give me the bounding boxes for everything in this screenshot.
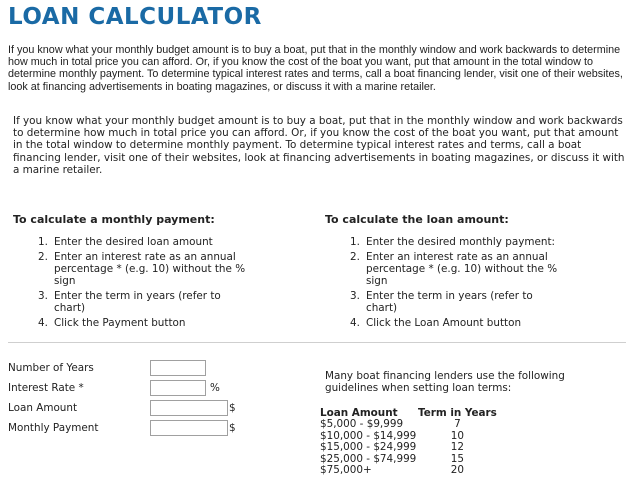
column-header-term: Term in Years	[418, 407, 497, 419]
step-number: 1.	[350, 236, 360, 248]
step-number: 4.	[350, 317, 360, 329]
loan-amount-heading: To calculate the loan amount:	[325, 213, 509, 226]
step-text: Enter the term in years (refer to chart)	[54, 290, 221, 314]
step-text: Enter an interest rate as an annual percentage * (e.g. 10) without the % sign	[54, 251, 246, 287]
step-number: 1.	[38, 236, 48, 248]
step-number: 4.	[38, 317, 48, 329]
section-divider	[8, 342, 626, 343]
step-number: 2.	[350, 251, 360, 263]
step-number: 3.	[38, 290, 48, 302]
amount-cell: $25,000 - $74,999	[320, 452, 417, 465]
table-row	[320, 465, 497, 477]
loan-terms-guide	[320, 370, 620, 477]
instruction-step	[13, 251, 254, 287]
payment-label: Monthly Payment	[8, 422, 99, 434]
step-number: 3.	[350, 290, 360, 302]
table-row	[320, 419, 497, 431]
loan-amount-steps	[325, 236, 615, 329]
years-row	[8, 360, 248, 380]
column-header-amount: Loan Amount	[320, 407, 398, 419]
term-cell: 15	[450, 452, 465, 465]
instruction-step	[13, 236, 254, 248]
amount-cell: $15,000 - $24,999	[320, 441, 417, 453]
instruction-step	[13, 317, 254, 329]
years-label: Number of Years	[8, 362, 94, 374]
intro-paragraph: If you know what your monthly budget amount is to buy a boat, put that in the monthly window and work backwards to determine how much in total price you can afford. Or, if you know the cost of the boat you want, put that amount in the total window to determine monthly payment. To determine typical interest rates and terms, call a boat financing lender, visit one of their websites, look at financing advertisements in boating magazines, or discuss it with a marine retailer.	[8, 44, 623, 93]
dollar-unit: $	[229, 422, 236, 434]
page-title: LOAN CALCULATOR	[8, 4, 262, 30]
instruction-step	[325, 290, 566, 314]
monthly-payment-steps	[13, 236, 303, 329]
monthly-payment-input[interactable]	[150, 420, 228, 436]
loan-amount-input[interactable]	[150, 400, 228, 416]
monthly-payment-heading: To calculate a monthly payment:	[13, 213, 215, 226]
intro-paragraph-repeat: If you know what your monthly budget amount is to buy a boat, put that in the monthly window and work backwards to determine how much in total price you can afford. Or, if you know the cost of the boat you want, put that amount in the total window to determine monthly payment. To determine typical interest rates and terms, call a boat financing lender, visit one of their websites, look at financing advertisements in boating magazines, or discuss it with a marine retailer.	[13, 115, 625, 176]
step-text: Enter the desired loan amount	[54, 236, 213, 248]
loan-amount-instructions	[325, 213, 615, 332]
rate-label: Interest Rate *	[8, 382, 84, 394]
amount-cell: $75,000+	[320, 464, 372, 476]
step-text: Click the Payment button	[54, 317, 186, 329]
instruction-step	[325, 236, 566, 248]
guidelines-note: Many boat financing lenders use the following guidelines when setting loan terms:	[325, 370, 565, 394]
step-text: Enter the desired monthly payment:	[366, 236, 556, 248]
monthly-payment-instructions	[13, 213, 303, 332]
amount-cell: $5,000 - $9,999	[320, 418, 404, 430]
instruction-step	[325, 251, 566, 287]
step-number: 2.	[38, 251, 48, 263]
loan-terms-table	[320, 407, 497, 477]
term-cell: 12	[450, 441, 465, 453]
dollar-unit: $	[229, 402, 236, 414]
percent-unit: %	[210, 382, 220, 394]
term-cell: 7	[454, 418, 461, 430]
payment-row	[8, 420, 248, 440]
step-text: Click the Loan Amount button	[366, 317, 522, 329]
amount-cell: $10,000 - $14,999	[320, 429, 417, 442]
rate-row	[8, 380, 248, 400]
term-cell: 10	[450, 429, 465, 442]
instruction-step	[13, 290, 254, 314]
years-input[interactable]	[150, 360, 206, 376]
instruction-step	[325, 317, 566, 329]
term-cell: 20	[450, 464, 465, 476]
step-text: Enter an interest rate as an annual percentage * (e.g. 10) without the % sign	[366, 251, 558, 287]
step-text: Enter the term in years (refer to chart)	[366, 290, 533, 314]
rate-input[interactable]	[150, 380, 206, 396]
amount-row	[8, 400, 248, 420]
amount-label: Loan Amount	[8, 402, 78, 414]
table-row	[320, 442, 497, 454]
